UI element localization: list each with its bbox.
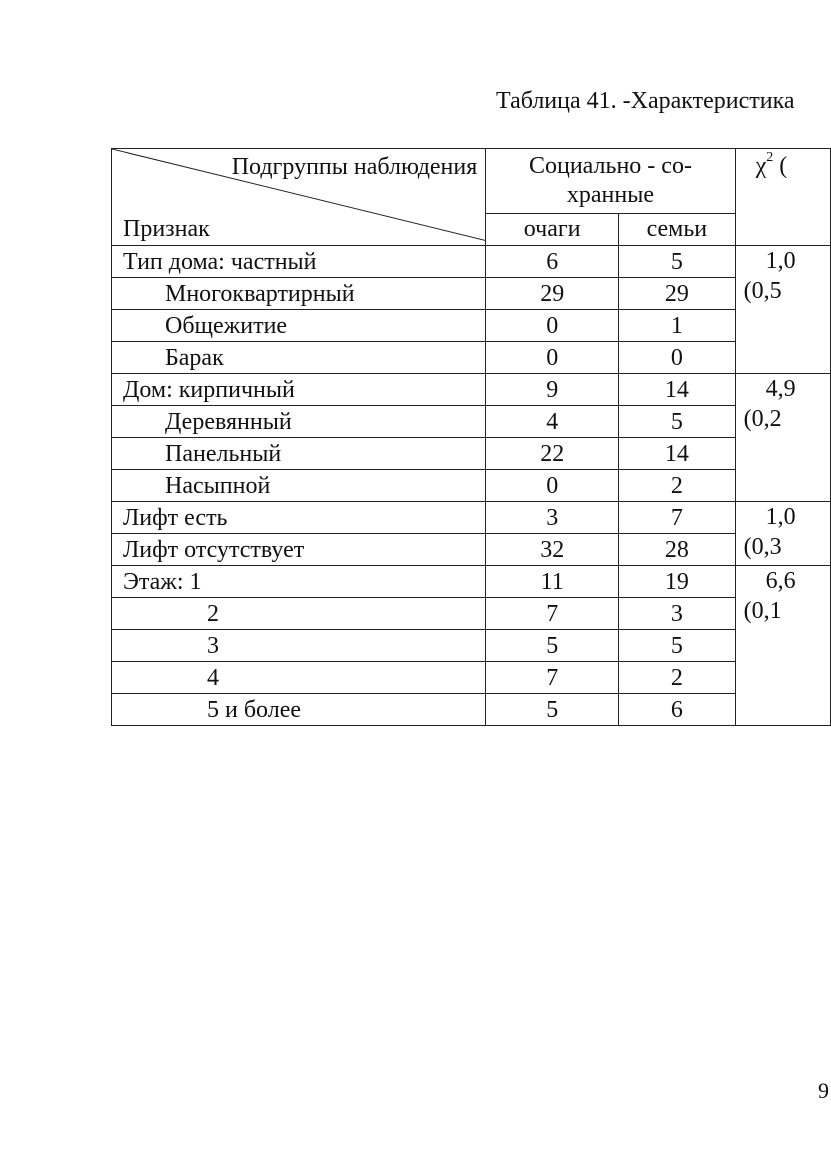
row-label: Общежитие [112, 310, 486, 342]
chi-square-header [735, 149, 830, 246]
table-row [112, 246, 831, 278]
cell-semi: 6 [619, 694, 736, 726]
corner-header-cell [112, 149, 486, 246]
row-label: Лифт есть [112, 502, 486, 534]
corner-header-top: Подгруппы наблюдения [231, 154, 478, 180]
row-label: 5 и более [112, 694, 486, 726]
sub-header-ochagi: очаги [486, 213, 619, 245]
table-row [112, 278, 831, 310]
chi-value: 4,9 [765, 376, 796, 402]
group-header-line1: Социально - со- [528, 152, 692, 179]
row-label: Этаж: 1 [112, 566, 486, 598]
chi-p-value: (0,5 [743, 278, 782, 304]
group-header [486, 149, 735, 214]
table-row [112, 342, 831, 374]
table-row [112, 662, 831, 694]
cell-ochagi: 11 [486, 566, 619, 598]
cell-ochagi: 22 [486, 438, 619, 470]
chi-value: 1,0 [765, 248, 796, 274]
row-label: Насыпной [112, 470, 486, 502]
row-label: Лифт отсутствует [112, 534, 486, 566]
cell-semi: 19 [619, 566, 736, 598]
cell-ochagi: 4 [486, 406, 619, 438]
corner-header-bottom: Признак [123, 216, 210, 242]
chi-header-rest: ( [773, 153, 788, 179]
cell-semi: 14 [619, 374, 736, 406]
page-number: 9 [818, 1078, 829, 1103]
table-row [112, 406, 831, 438]
group-header-line2: хранные [566, 181, 655, 208]
chi-value: 6,6 [765, 568, 796, 594]
cell-semi: 28 [619, 534, 736, 566]
row-label: Панельный [112, 438, 486, 470]
cell-semi: 29 [619, 278, 736, 310]
cell-ochagi: 7 [486, 662, 619, 694]
cell-ochagi: 7 [486, 598, 619, 630]
table-row [112, 374, 831, 406]
cell-ochagi: 0 [486, 342, 619, 374]
cell-semi: 7 [619, 502, 736, 534]
chi-value: 1,0 [765, 504, 796, 530]
row-label: Дом: кирпичный [112, 374, 486, 406]
table-row [112, 566, 831, 598]
row-label: 3 [112, 630, 486, 662]
cell-semi: 1 [619, 310, 736, 342]
chi-p-value: (0,3 [743, 534, 782, 560]
cell-semi: 3 [619, 598, 736, 630]
cell-ochagi: 0 [486, 310, 619, 342]
table-row [112, 438, 831, 470]
row-label: 2 [112, 598, 486, 630]
row-label: 4 [112, 662, 486, 694]
cell-semi: 5 [619, 406, 736, 438]
cell-ochagi: 5 [486, 694, 619, 726]
cell-ochagi: 9 [486, 374, 619, 406]
chi-symbol: χ [755, 153, 767, 179]
chi-value-cell [735, 246, 830, 374]
table-row [112, 310, 831, 342]
cell-semi: 5 [619, 630, 736, 662]
table-row [112, 502, 831, 534]
chi-exponent: 2 [766, 150, 774, 165]
table-row [112, 630, 831, 662]
row-label: Барак [112, 342, 486, 374]
table-row [112, 598, 831, 630]
chi-p-value: (0,1 [743, 598, 782, 624]
chi-value-cell [735, 566, 830, 726]
cell-semi: 0 [619, 342, 736, 374]
cell-ochagi: 0 [486, 470, 619, 502]
chi-value-cell [735, 374, 830, 502]
row-label: Многоквартирный [112, 278, 486, 310]
sub-header-semi: семьи [619, 213, 736, 245]
chi-value-cell [735, 502, 830, 566]
table-row [112, 534, 831, 566]
cell-semi: 14 [619, 438, 736, 470]
cell-ochagi: 3 [486, 502, 619, 534]
table-row [112, 470, 831, 502]
cell-ochagi: 6 [486, 246, 619, 278]
table-caption: Таблица 41. -Характеристика [496, 88, 795, 114]
table-row [112, 694, 831, 726]
data-table [111, 148, 831, 726]
cell-ochagi: 32 [486, 534, 619, 566]
cell-ochagi: 5 [486, 630, 619, 662]
row-label: Тип дома: частный [112, 246, 486, 278]
cell-semi: 2 [619, 470, 736, 502]
cell-semi: 5 [619, 246, 736, 278]
cell-ochagi: 29 [486, 278, 619, 310]
row-label: Деревянный [112, 406, 486, 438]
chi-p-value: (0,2 [743, 406, 782, 432]
cell-semi: 2 [619, 662, 736, 694]
